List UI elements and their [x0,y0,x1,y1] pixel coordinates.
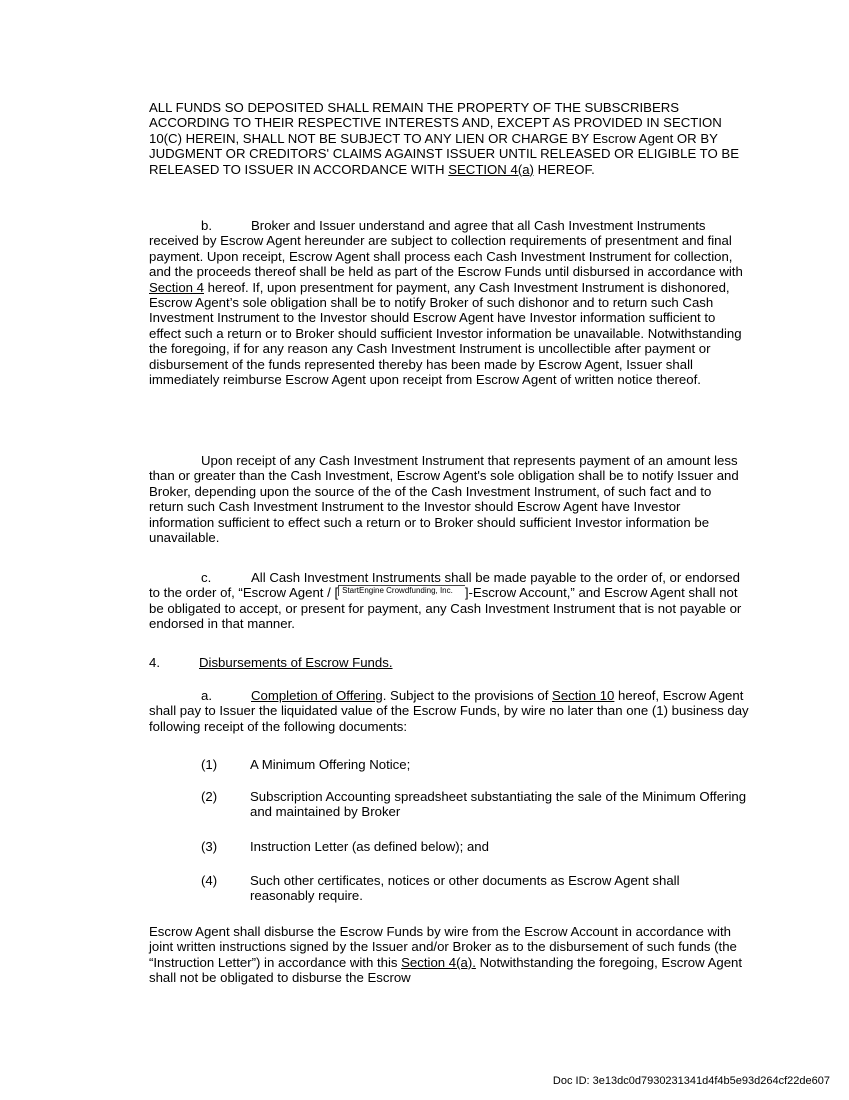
list-item-number: (4) [201,873,218,888]
list-item-number: (3) [201,839,218,854]
escrow-account-name-field: StartEngine Crowdfunding, Inc. [338,585,465,596]
completion-of-offering-heading: Completion of Offering [251,688,383,703]
paragraph-text: ALL FUNDS SO DEPOSITED SHALL REMAIN THE PROPERTY OF THE SUBSCRIBERS ACCORDING TO THEIR RESPECTIVE INTERESTS AND, EXCEPT AS PROVIDED IN SECTION 10(C) HEREIN, SHALL NOT BE SUBJECT TO ANY LIEN OR CHARGE BY Escrow Agent OR BY JUDGMENT OR CREDITORS' CLAIMS AGAINST ISSUER UNTIL RELEASED OR ELIGIBLE TO BE RELEASED TO ISSUER IN ACCORDANCE WITH [149,100,739,177]
paragraph-label: c. [201,570,212,585]
section-title: Disbursements of Escrow Funds. [199,655,393,670]
paragraph-text-tail: HEREOF. [533,161,595,177]
list-item-text: Such other certificates, notices or other documents as Escrow Agent shall reasonably require. [250,873,680,904]
paragraph-text-continued: hereof. If, upon presentment for payment, any Cash Investment Instrument is dishonored, Escrow Agent’s sole obligation shall be to notify Broker of such dishonor and to return such Cash Investment Instrument to the Investor should Escrow Agent have Investor information sufficient to effect such a return or to Broker should sufficient Investor information be unavailable. Notwithstanding the foregoing, if for any reason any Cash Investment Instrument is uncollectible after payment or disbursement of the funds represented thereby has been made by Escrow Agent, Issuer shall immediately reimburse Escrow Agent upon receipt from Escrow Agent of written notice thereof. [149,279,742,388]
section-4-heading [149,655,749,670]
list-item-text: A Minimum Offering Notice; [250,757,411,772]
paragraph-a [149,688,749,734]
list-item-number: (2) [201,789,218,804]
paragraph-text: . Subject to the provisions of [382,688,553,703]
paragraph-text: All Cash Investment Instruments shall be made payable to the order of, or endorsed to the order of, “Escrow Agent / [ [149,570,740,601]
section-10-reference: Section 10 [552,688,615,703]
paragraph-b [149,218,749,387]
paragraph-text: Upon receipt of any Cash Investment Instrument that represents payment of an amount less than or greater than the Cash Investment, Escrow Agent's sole obligation shall be to notify Issuer and Broker, depending upon the source of the of the Cash Investment Instrument, of such fact and to return such Cash Investment Instrument to the Investor should Escrow Agent have Investor information sufficient to effect such a return or to Broker should sufficient Investor information be unavailable. [149,453,739,546]
section-4a-reference: SECTION 4(a) [448,161,534,177]
section-4a-reference: Section 4(a). [401,954,476,970]
paragraph-text-continued: Notwithstanding the foregoing, Escrow Agent shall not be obligated to disburse the Escrow [149,954,743,986]
paragraph-funds-property [149,100,749,177]
paragraph-receipt [149,453,749,545]
section-4-reference: Section 4 [149,279,204,295]
paragraph-instruction-letter [149,924,749,986]
list-item-text: Instruction Letter (as defined below); and [250,839,489,854]
paragraph-c [149,570,749,632]
paragraph-label: a. [201,688,212,703]
doc-id-footer: Doc ID: 3e13dc0d7930231341d4f4b5e93d264cf22de607 [552,1075,830,1087]
paragraph-label: b. [201,218,212,233]
list-item-text: Subscription Accounting spreadsheet substantiating the sale of the Minimum Offering and maintained by Broker [250,789,747,820]
paragraph-text: Escrow Agent shall disburse the Escrow Funds by wire from the Escrow Account in accordance with joint written instructions signed by the Issuer and/or Broker as to the disbursement of such funds (the “Instruction Letter”) in accordance with this [149,924,737,970]
paragraph-text-continued: ]-Escrow Account,” and Escrow Agent shall not be obligated to accept, or present for payment, any Cash Investment Instrument that is not payable or endorsed in that manner. [149,585,742,632]
list-item-number: (1) [201,757,218,772]
paragraph-text-continued: hereof, Escrow Agent shall pay to Issuer the liquidated value of the Escrow Funds, by wire no later than one (1) business day following receipt of the following documents: [149,688,749,734]
section-number: 4. [149,655,160,670]
paragraph-text: Broker and Issuer understand and agree that all Cash Investment Instruments received by Escrow Agent hereunder are subject to collection requirements of presentment and final payment. Upon receipt, Escrow Agent shall process each Cash Investment Instrument for collection, and the proceeds thereof shall be held as part of the Escrow Funds until disbursed in accordance with [149,218,743,280]
